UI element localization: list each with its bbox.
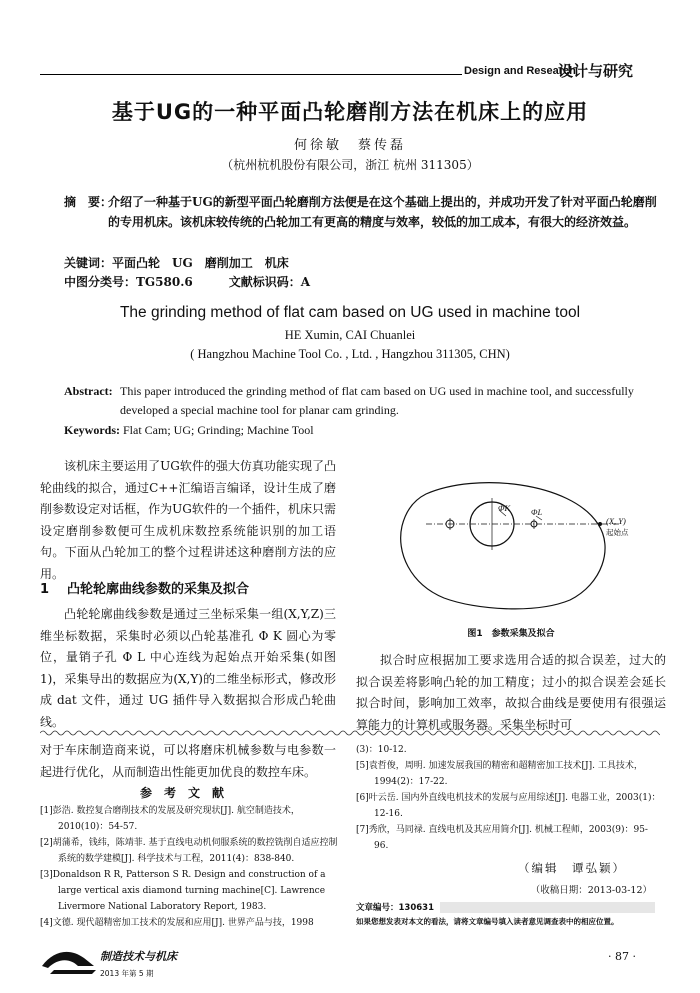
intro-paragraph: 该机床主要运用了UG软件的强大仿真功能实现了凸轮曲线的拟合，通过C++汇编语言编译，设计生成了磨削参数设定对话框，作为UG软件的一个插件，机床只需设定磨削参数便可生成机床数控系统能识别的加工语句。下面从凸轮加工的整个过程讲述这种磨削方法的应用。: [40, 459, 336, 581]
reference-item: [7]秀欣，马同禄. 直线电机及其应用简介[J]. 机械工程师，2003(9)：95-96.: [356, 825, 648, 851]
affiliation-cn: （杭州杭机股份有限公司，浙江 杭州 311305）: [221, 158, 479, 172]
section-1-paragraph: 凸轮轮廓曲线参数是通过三坐标采集一组(X,Y,Z)三维坐标数据，采集时必须以凸轮基准孔 Φ K 圆心为零位，量销子孔 Φ L 中心连线为起始点开始采集(如图1)，采集导出的数据应为(X,Y)的二维坐标形式，修改形成 dat 文件，通过 UG 插件导入数据拟合形成凸轮曲线。: [40, 607, 336, 729]
authors-en: HE Xumin, CAI Chuanlei: [284, 328, 416, 342]
logo-issue: 2013 年第 5 期: [100, 969, 154, 978]
reference-item: [2]胡蒲希，钱纬，陈靖菲. 基于直线电动机伺服系统的数控铣削自适应控制系统的数学建模[J]. 科学技术与工程，2011(4)：838-840.: [40, 838, 338, 864]
abstract-label-en: Abstract:: [64, 384, 113, 398]
journal-name-en: Design and Research: [464, 65, 576, 77]
abstract-text-cn: 介绍了一种基于UG的新型平面凸轮磨削方法便是在这个基础上提出的，并成功开发了针对平面凸轮磨削的专用机床。该机床较传统的凸轮加工有更高的精度与效率，较低的加工成本，有很大的经济效益。: [108, 195, 657, 229]
document-code: 文献标识码：A: [228, 275, 311, 289]
keywords-text-en: Flat Cam; UG; Grinding; Machine Tool: [123, 423, 314, 437]
label-phiK: ΦK: [498, 503, 511, 513]
reference-item: (3)：10-12.: [356, 745, 407, 755]
label-start-point: 起始点: [606, 528, 629, 537]
paper-title-cn: 基于UG的一种平面凸轮磨削方法在机床上的应用: [111, 100, 589, 124]
label-phiL: ΦL: [531, 507, 543, 517]
section-title: 凸轮轮廓曲线参数的采集及拟合: [67, 582, 250, 597]
continued-paragraph: 对于车床制造商来说，可以将磨床机械参数与电参数一起进行优化，从而制造出性能更加优良的数控车床。: [40, 743, 336, 779]
received-date: （收稿日期：2013-03-12）: [530, 885, 652, 896]
reference-item: [5]袁哲俊，周明. 加速发展我国的精密和超精密加工技术[J]. 工具技术，1994(2)：17-22.: [356, 761, 643, 787]
start-point: [598, 522, 602, 526]
authors-cn: 何徐敏 蔡传磊: [293, 138, 406, 153]
reference-item: [1]彭浩. 数控复合磨削技术的发展及研究现状[J]. 航空制造技术，2010(10)：54-57.: [40, 806, 300, 832]
svg-text:制造技术与机床: 制造技术与机床: [100, 950, 177, 963]
header-rule: [40, 74, 462, 75]
reference-item: [6]叶云岳. 国内外直线电机技术的发展与应用综述[J]. 电器工业，2003(1)：12-16.: [356, 793, 661, 819]
cam-profile: [401, 483, 605, 609]
classification-number: 中图分类号：TG580.6: [64, 275, 193, 289]
section-1-heading: [40, 578, 249, 597]
figure-1-caption: 图1 参数采集及拟合: [467, 629, 555, 639]
paper-title-en: The grinding method of flat cam based on UG used in machine tool: [119, 304, 581, 321]
right-column-paragraph: 拟合时应根据加工要求选用合适的拟合误差，过大的拟合误差将影响凸轮的加工精度；过小的拟合误差会延长拟合时间，影响加工效率，故拟合曲线是要使用有很强运算能力的计算机或服务器。采集坐标时可: [356, 653, 666, 732]
reference-item: [4]文德. 现代超精密加工技术的发展和应用[J]. 世界产品与技，1998: [40, 918, 314, 928]
classification-line: [64, 273, 310, 290]
page-number: · 87 ·: [608, 950, 636, 963]
label-xy: (X, Y): [606, 516, 626, 526]
keywords-cn: 关键词：平面凸轮 UG 磨削加工 机床: [64, 256, 289, 270]
affiliation-en: ( Hangzhou Machine Tool Co. , Ltd. , Hangzhou 311305, CHN): [190, 347, 510, 361]
keywords-en: [64, 423, 314, 438]
section-number: 1: [40, 582, 50, 597]
reference-item: [3]Donaldson R R, Patterson S R. Design and construction of a large vertical axis diamond turning machine[C]. Lawrence Livermore National Laboratory Report, 1983.: [40, 870, 326, 912]
figure-1-cam-diagram: [356, 480, 666, 610]
abstract-text-en: This paper introduced the grinding method of flat cam based on UG used in machine tool, and successfully developed a special machine tool for planar cam grinding.: [120, 384, 634, 417]
article-number-bar: [440, 902, 655, 913]
references-heading: 参考文献: [139, 786, 236, 800]
journal-name-cn: 设计与研究: [558, 62, 634, 80]
article-number: 文章编号：130631: [356, 903, 434, 913]
references-left: [40, 803, 338, 931]
section-separator: [40, 729, 660, 737]
editor-note: （编辑 谭弘颖）: [518, 861, 626, 875]
abstract-label-cn: 摘 要：: [64, 195, 113, 209]
abstract-en: [64, 382, 654, 420]
reader-feedback-note: 如果您想发表对本文的看法，请将文章编号填入读者意见调查表中的相应位置。: [356, 917, 619, 926]
keywords-label-en: Keywords:: [64, 423, 120, 437]
references-right: [356, 742, 662, 854]
abstract-cn: [64, 192, 664, 232]
